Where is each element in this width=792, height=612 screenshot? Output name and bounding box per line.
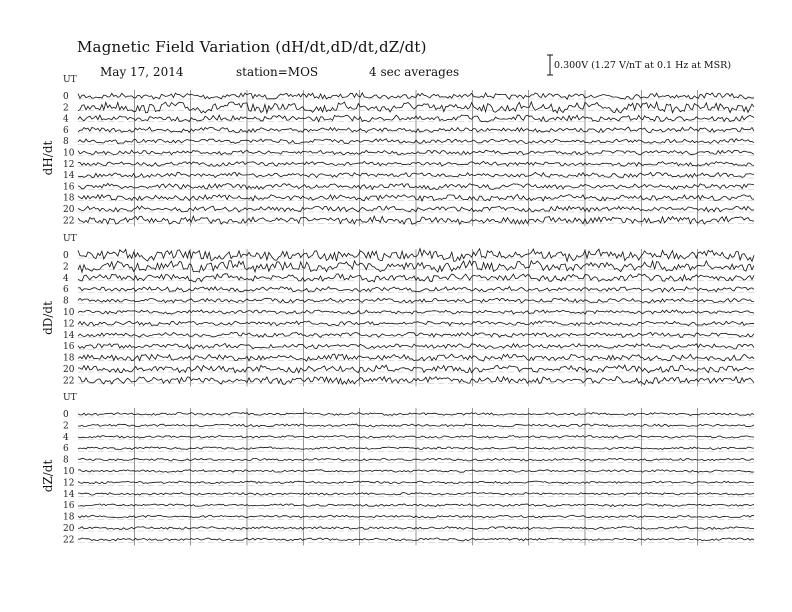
ut-row-label: 22	[63, 376, 75, 387]
ut-row-label: 18	[63, 353, 75, 364]
ut-row-label: 12	[63, 159, 75, 170]
ut-row-label: 16	[63, 182, 75, 193]
ut-row-label: 4	[63, 114, 69, 125]
panel-label: dD/dt	[41, 301, 55, 335]
ut-row-label: 6	[63, 444, 69, 455]
ut-axis-label: UT	[63, 234, 77, 244]
ut-row-label: 18	[63, 193, 75, 204]
ut-row-label: 0	[63, 92, 69, 102]
ut-row-label: 10	[63, 467, 75, 477]
date-label: May 17, 2014	[100, 65, 184, 79]
ut-axis-label: UT	[63, 393, 77, 403]
ut-row-label: 8	[63, 137, 69, 148]
ut-row-label: 2	[63, 262, 69, 273]
ut-row-label: 6	[63, 285, 69, 296]
ut-row-label: 20	[63, 205, 75, 215]
ut-row-label: 0	[63, 251, 69, 261]
panel-label: dZ/dt	[41, 459, 55, 493]
ut-row-label: 12	[63, 478, 75, 489]
ut-row-label: 6	[63, 125, 69, 136]
ut-row-label: 14	[63, 171, 75, 182]
ut-row-label: 10	[63, 148, 75, 159]
ut-row-label: 22	[63, 216, 75, 227]
ut-row-label: 2	[63, 421, 69, 432]
ut-row-label: 20	[63, 524, 75, 534]
ut-row-label: 18	[63, 512, 75, 523]
panel-label: dH/dt	[41, 140, 55, 176]
ut-row-label: 4	[63, 432, 69, 443]
ut-row-label: 14	[63, 330, 75, 341]
ut-row-label: 4	[63, 273, 69, 284]
ut-row-label: 8	[63, 455, 69, 466]
ut-row-label: 0	[63, 410, 69, 420]
ut-row-label: 10	[63, 308, 75, 318]
ut-row-label: 14	[63, 489, 75, 500]
ut-axis-label: UT	[63, 75, 77, 85]
panel-1	[41, 75, 754, 226]
ut-row-label: 16	[63, 501, 75, 512]
ut-row-label: 12	[63, 319, 75, 330]
ut-row-label: 20	[63, 365, 75, 375]
ut-row-label: 22	[63, 535, 75, 546]
scale-note: 0.300V (1.27 V/nT at 0.1 Hz at MSR)	[554, 60, 732, 71]
ut-row-label: 16	[63, 342, 75, 353]
station-label: station=MOS	[236, 65, 319, 79]
panel-2	[41, 234, 754, 386]
averaging-label: 4 sec averages	[369, 65, 460, 79]
panel-3	[41, 393, 754, 545]
ut-row-label: 2	[63, 103, 69, 114]
chart-title: Magnetic Field Variation (dH/dt,dD/dt,dZ/dt)	[77, 38, 427, 56]
ut-row-label: 8	[63, 296, 69, 307]
